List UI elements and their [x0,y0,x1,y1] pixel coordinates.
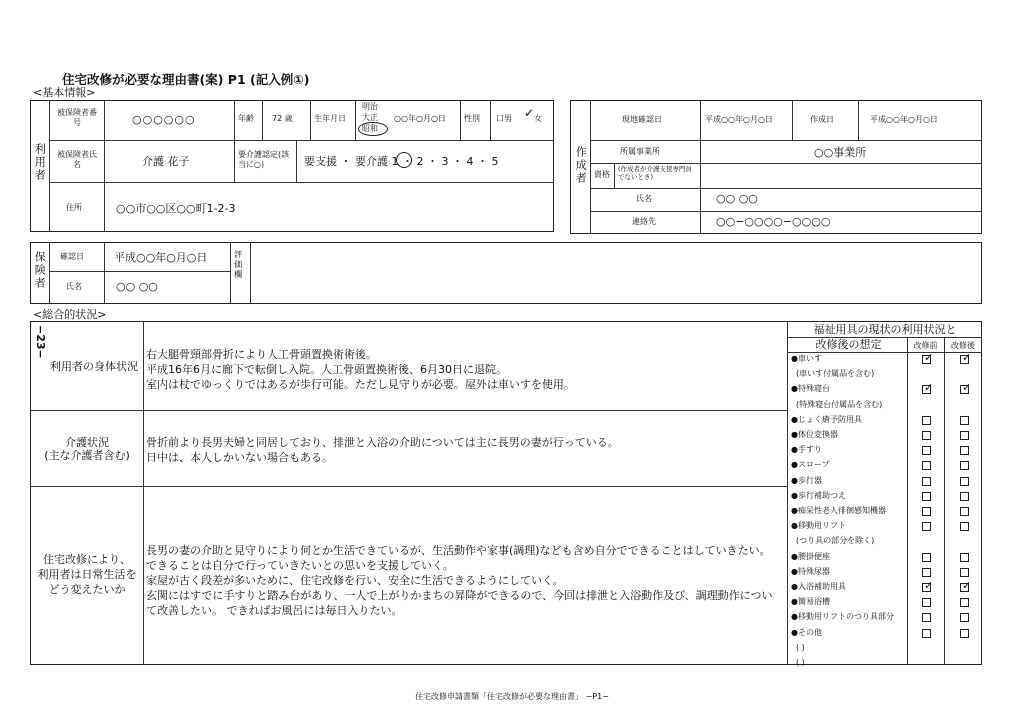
insured-name-label: 被保険者氏名 [57,150,97,169]
welfare-before-checkbox[interactable] [922,522,931,531]
qualification-note: (作成者が介護支援専門員でないとき) [618,165,693,181]
confirm-date-label: 確認日 [60,252,84,261]
after-col-header: 改修後 [951,341,975,350]
qualification-label: 資格 [594,170,610,179]
welfare-after-checkbox[interactable] [960,492,969,501]
welfare-item-label: ●歩行器 [791,475,822,485]
welfare-after-checkbox[interactable] [960,583,969,592]
welfare-item-label: ●体位変換器 [791,430,838,439]
era-showa-circle [358,122,388,136]
insurer-section-label: 保険者 [33,251,47,290]
welfare-title: 福祉用具の現状の利用状況と [813,323,957,336]
age-label: 年齢 [238,114,254,123]
welfare-before-checkbox[interactable] [922,553,931,562]
office-label: 所属事業所 [620,147,660,156]
welfare-item-label: ●腰掛便座 [791,551,830,561]
welfare-before-checkbox[interactable] [922,431,931,440]
welfare-item-label: ●手すり [791,445,822,455]
address-value: ○○市○○区○○町1-2-3 [116,202,236,215]
created-date-label: 作成日 [810,115,834,124]
welfare-after-checkbox[interactable] [960,629,969,638]
age-value: 72 歳 [272,114,293,123]
welfare-item-label: ●じょく瘡予防用具 [791,414,862,424]
before-col-header: 改修前 [913,341,938,350]
section-basic-info: <基本情報> [33,86,96,99]
welfare-before-checkbox[interactable] [922,583,931,592]
welfare-after-checkbox[interactable] [960,568,969,577]
welfare-item-label: (車いす付属品を含む) [796,369,875,379]
welfare-before-checkbox[interactable] [922,416,931,425]
welfare-item-label: (特殊寝台付属品を含む) [796,399,883,409]
welfare-before-checkbox[interactable] [922,461,931,470]
daily-life-change-text: 長男の妻の介助と見守りにより何とか生活できているが、生活動作や家事(調理)なども含め自分でできることはしていきたい。 できることは自分で行っていきたいとの思いを支援していく。 家屋が古く段差が多いために、住宅改修を行い、安全に生活できるようにしていく。 玄関にはすでに手すりと踏み台があり、一人で上がりかまちの昇降ができるので、今回は排泄と入浴動作及び、調理動作につい て改善したい。 できればお風呂には毎日入りたい。 [146,544,773,617]
welfare-before-checkbox[interactable] [922,446,931,455]
welfare-after-checkbox[interactable] [960,416,969,425]
confirm-date-value: 平成○○年○月○日 [114,251,208,264]
welfare-after-checkbox[interactable] [960,446,969,455]
body-condition-text: 右大腿骨頸部骨折により人工骨頭置換術術後。 平成16年6月に廊下で転倒し入院。人工骨頭置換術後、6月30日に退院。 室内は杖でゆっくりではあるが歩行可能。ただし見守りが必要。屋外は車いすを使用。 [146,348,575,391]
welfare-item-label: (つり具の部分を除く) [796,536,875,546]
visit-date-value: 平成○○年○月○日 [705,115,773,124]
care-situation-label: 介護状況 (主な介護者含む) [44,436,130,463]
creator-name-value: ○○ ○○ [716,192,758,205]
side-page-number: −23− [34,325,48,359]
section-overall: <総合的状況> [33,308,107,321]
welfare-item-label: ( ) [796,658,805,667]
created-date-value: 平成○○年○月○日 [870,115,938,124]
welfare-item-label: ( ) [796,642,805,652]
welfare-item-label: ●特殊尿器 [791,566,830,576]
welfare-after-checkbox[interactable] [960,477,969,486]
welfare-item-label: ●その他 [791,627,822,637]
welfare-item-label: ●痴呆性老人徘徊感知機器 [791,506,886,515]
welfare-before-checkbox[interactable] [922,568,931,577]
welfare-before-checkbox[interactable] [922,477,931,486]
welfare-before-checkbox[interactable] [922,613,931,622]
welfare-item-label: ●移動用リフトのつり具部分 [791,612,894,622]
insurer-name-label: 氏名 [66,282,82,291]
care-situation-text: 骨折前より長男夫婦と同居しており、排泄と入浴の介助については主に長男の妻が行っている。 日中は、本人しかいない場合もある。 [146,436,619,464]
era-meiji: 明治 [362,102,378,111]
creator-section-label: 作成者 [574,146,588,185]
creator-name-label: 氏名 [636,194,652,203]
welfare-before-checkbox[interactable] [922,507,931,516]
welfare-after-checkbox[interactable] [960,431,969,440]
welfare-item-label: ●歩行補助つえ [791,490,846,500]
welfare-after-checkbox[interactable] [960,385,969,394]
welfare-after-checkbox[interactable] [960,522,969,531]
welfare-after-checkbox[interactable] [960,598,969,607]
care-level-label: 要介護認定(該当に○) [238,150,290,169]
welfare-after-checkbox[interactable] [960,461,969,470]
page-footer: 住宅改修申請書類「住宅改修が必要な理由書」 −P1− [415,692,609,701]
welfare-before-checkbox[interactable] [922,629,931,638]
sex-female: 女 [534,114,542,123]
contact-value: ○○−○○○○−○○○○ [716,215,831,228]
welfare-item-label: ●入浴補助用具 [791,582,846,591]
insured-number-value: ○○○○○○ [132,113,196,126]
sex-label: 性別 [464,114,480,123]
birth-date-label: 生年月日 [314,114,346,123]
welfare-after-checkbox[interactable] [960,613,969,622]
welfare-item-label: ●移動用リフト [791,521,846,531]
welfare-item-label: ●スロープ [791,460,830,470]
welfare-subtitle: 改修後の想定 [815,338,882,351]
insured-number-label: 被保険者番号 [57,108,97,127]
sex-female-check-icon: ✓ [524,106,535,120]
welfare-after-checkbox[interactable] [960,553,969,562]
welfare-item-label: ●簡易浴槽 [791,597,830,607]
office-value: ○○事業所 [814,146,867,159]
sex-male: 口男 [496,114,512,123]
welfare-after-checkbox[interactable] [960,507,969,516]
welfare-before-checkbox[interactable] [922,492,931,501]
page-title: 住宅改修が必要な理由書(案) P1 (記入例①) [62,72,310,87]
era-taisho: 大正 [362,113,378,122]
care-level-value: 要支援 ・ 要介護 1 ・ 2 ・ 3 ・ 4 ・ 5 [304,155,499,168]
welfare-after-checkbox[interactable] [960,355,969,364]
care-level-circle [396,152,412,168]
welfare-before-checkbox[interactable] [922,385,931,394]
address-label: 住所 [66,203,82,212]
visit-date-label: 現地確認日 [622,115,662,124]
birth-date-value: ○○年○月○日 [394,114,446,123]
contact-label: 連絡先 [632,217,656,226]
evaluation-label: 評価欄 [233,250,243,280]
body-condition-label: 利用者の身体状況 [50,360,138,373]
insured-name-value: 介護 花子 [142,155,190,168]
insurer-name-value: ○○ ○○ [116,280,158,293]
welfare-item-label: ●車いす [791,354,822,363]
welfare-before-checkbox[interactable] [922,355,931,364]
welfare-before-checkbox[interactable] [922,598,931,607]
daily-life-change-label: 住宅改修により、 利用者は日常生活を どう変えたいか [37,553,137,596]
welfare-item-label: ●特殊寝台 [791,384,830,394]
user-section-label: 利用者 [33,143,47,182]
era-showa: 昭和 [362,124,378,133]
